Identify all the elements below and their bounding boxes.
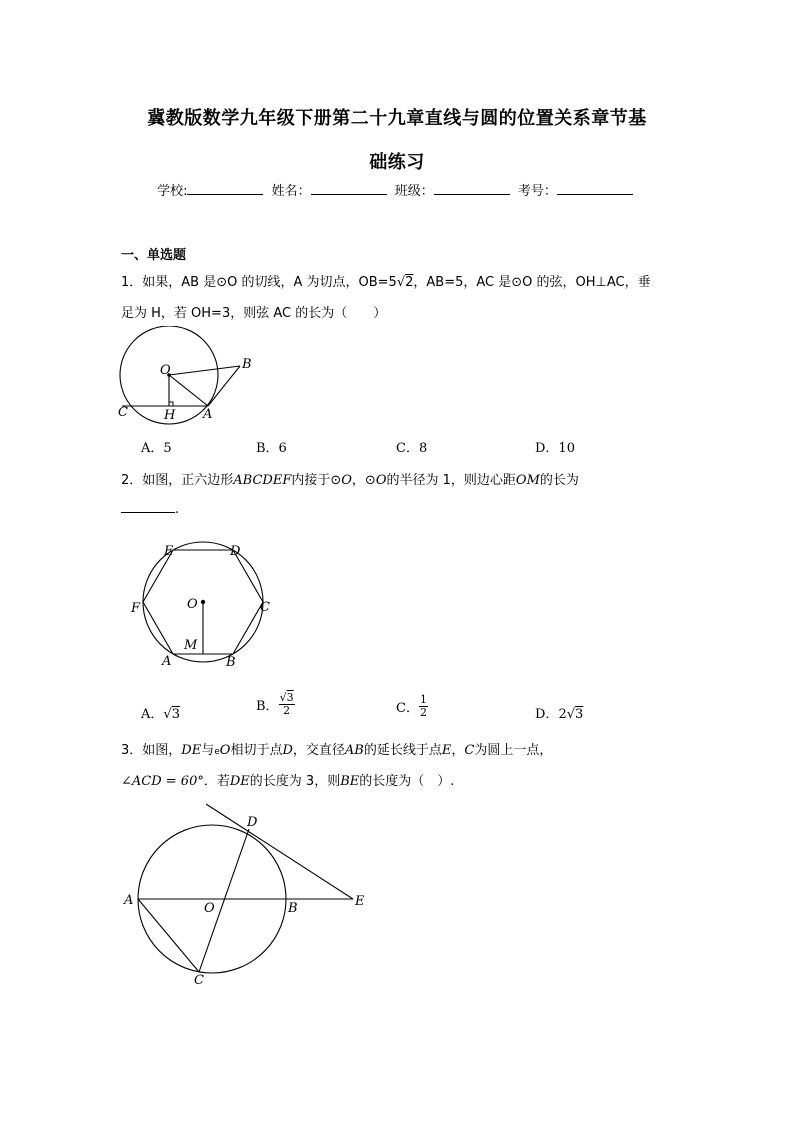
q2-label-c: C: [260, 600, 270, 615]
q1-text-b: ，AB=5，AC 是⊙O 的弦，OH⊥AC，垂: [413, 275, 651, 290]
q1-sqrt-value: 2: [405, 275, 414, 290]
section-heading: 一、单选题: [121, 248, 187, 263]
q2-line2-period: .: [175, 502, 180, 517]
q3-e: E: [441, 743, 452, 758]
student-info-line: [0, 180, 794, 199]
q3-line1: [121, 739, 552, 758]
q2-option-b[interactable]: [256, 692, 295, 717]
school-label: 学校:: [157, 184, 188, 199]
q3-text-mid2b: 的长度为 3，则: [249, 774, 341, 789]
q2-option-a[interactable]: [141, 703, 180, 722]
q2-line1: [121, 469, 579, 488]
q2-text-mid3: 的半径为 1，则边心距: [386, 473, 516, 488]
q2-option-b-prefix: B．: [256, 699, 279, 714]
q2-option-d-value: 3: [575, 707, 584, 722]
q3-tangent-de: [206, 804, 353, 899]
q1-option-b[interactable]: B．6: [256, 441, 287, 456]
q2-option-d[interactable]: [535, 703, 583, 722]
q3-text-mid2: 相切于点: [230, 743, 283, 758]
q2-figure: [128, 540, 278, 670]
name-blank[interactable]: [311, 182, 387, 195]
sqrt-symbol: √: [396, 275, 406, 290]
q2-option-c-denominator: 2: [419, 706, 427, 719]
q2-text-prefix: 2．如图，正六边形: [121, 473, 234, 488]
q2-center-point: [201, 600, 205, 604]
q2-line2: [121, 502, 179, 517]
page-title: 冀教版数学九年级下册第二十九章直线与圆的位置关系章节基: [147, 108, 647, 129]
q3-d: D: [282, 743, 293, 758]
q2-option-a-prefix: A．: [141, 707, 164, 722]
q2-option-a-value: 3: [171, 707, 180, 722]
q3-label-a: A: [124, 893, 134, 908]
sqrt-symbol: √: [279, 691, 287, 704]
id-blank[interactable]: [557, 182, 633, 195]
sqrt-symbol: √: [566, 707, 576, 722]
q2-text-mid2: ，⊙: [351, 473, 376, 488]
q3-text-prefix: 3．如图，: [121, 743, 182, 758]
q3-line2: [121, 770, 454, 789]
q2-option-d-coef: 2: [558, 707, 567, 722]
q1-line1: [121, 271, 651, 290]
q3-label-c: C: [194, 973, 204, 988]
q1-right-angle-mark: [169, 402, 173, 406]
q3-text-mid1b: ．若: [203, 774, 230, 789]
q1-line2: 足为 H，若 OH=3，则弦 AC 的长为（ ）: [121, 306, 387, 321]
q1-label-b: B: [242, 357, 252, 372]
q1-segment-ob: [169, 366, 240, 375]
q2-option-d-prefix: D．: [535, 707, 559, 722]
q2-option-c[interactable]: [396, 694, 428, 719]
q2-label-e: E: [164, 544, 174, 559]
q2-text-suffix: 的长为: [539, 473, 579, 488]
q2-option-c-prefix: C．: [396, 701, 419, 716]
q3-label-d: D: [247, 815, 258, 830]
q1-label-c: C: [118, 405, 128, 420]
q3-de-2: DE: [229, 774, 250, 789]
q2-om: OM: [515, 473, 540, 488]
q2-hexagon-name: ABCDEF: [233, 473, 292, 488]
q2-label-b: B: [226, 655, 236, 670]
q3-de: DE: [181, 743, 202, 758]
q3-angle: ∠ACD = 60°: [121, 774, 204, 789]
q3-text-suffix-b: 的长度为（ ）.: [359, 774, 455, 789]
q3-ab: AB: [344, 743, 364, 758]
q2-option-c-fraction: [419, 694, 428, 719]
q1-figure: [112, 326, 262, 428]
sqrt-symbol: √: [163, 707, 172, 722]
q1-text-a: 1．如果，AB 是⊙O 的切线，A 为切点，OB=5: [121, 275, 397, 290]
q3-c: C: [464, 743, 475, 758]
q1-segment-oa: [169, 375, 208, 406]
q3-text-mid4: 的延长线于点: [363, 743, 442, 758]
q2-label-d: D: [230, 544, 241, 559]
q3-text-mid1: 与: [201, 743, 215, 758]
q1-label-o: O: [160, 363, 171, 378]
q3-be: BE: [340, 774, 360, 789]
q1-option-c[interactable]: C．8: [396, 441, 428, 456]
q1-tangent-ab: [208, 366, 240, 406]
q1-label-h: H: [164, 408, 176, 423]
q2-option-b-fraction: [279, 692, 295, 717]
q2-circle-name-2: O: [375, 473, 387, 488]
q2-text-mid1: 内接于⊙: [291, 473, 342, 488]
name-label: 姓名：: [271, 184, 311, 199]
school-blank[interactable]: [187, 182, 263, 195]
q2-answer-blank[interactable]: [121, 502, 175, 513]
q3-label-b: B: [288, 901, 298, 916]
q2-label-f: F: [131, 601, 141, 616]
q1-label-a: A: [203, 407, 213, 422]
class-label: 班级：: [394, 184, 434, 199]
q1-option-a[interactable]: A．5: [141, 441, 172, 456]
q2-option-c-numerator: 1: [419, 693, 427, 706]
q3-label-o: O: [204, 901, 215, 916]
q3-text-mid5: ，: [451, 743, 465, 758]
q2-option-b-denominator: 2: [283, 704, 291, 717]
q1-option-d[interactable]: D．10: [535, 441, 575, 456]
q2-option-b-numerator: 3: [286, 691, 294, 704]
q3-text-suffix: 为圆上一点，: [474, 743, 553, 758]
q2-label-m: M: [184, 638, 198, 653]
q3-label-e: E: [355, 894, 365, 909]
page-title-continued: 础练习: [369, 152, 425, 173]
class-blank[interactable]: [434, 182, 510, 195]
q3-circle-symbol: e: [214, 747, 220, 757]
q3-text-mid3: ，交直径: [292, 743, 345, 758]
id-label: 考号：: [517, 184, 557, 199]
q3-figure: [118, 800, 378, 990]
q2-label-o: O: [187, 597, 198, 612]
q2-label-a: A: [162, 654, 172, 669]
q3-o: O: [219, 743, 231, 758]
q2-circle-name: O: [341, 473, 352, 488]
